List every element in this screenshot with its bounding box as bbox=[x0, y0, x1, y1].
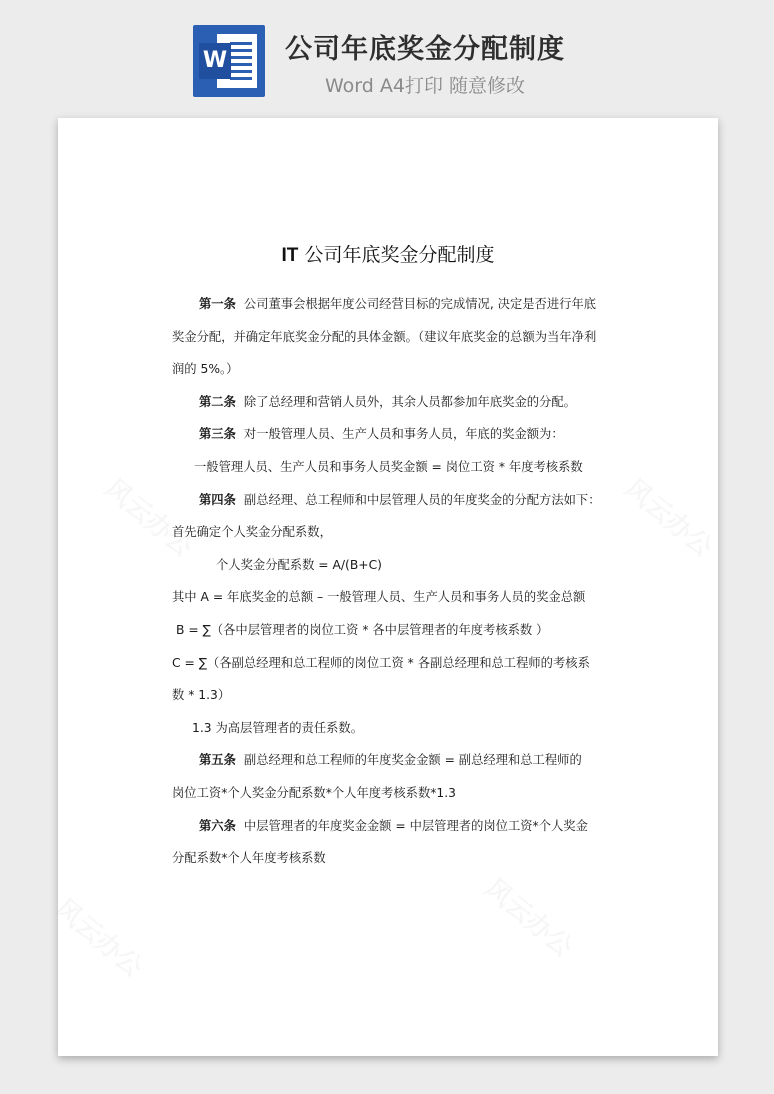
article-4-line-2: 首先确定个人奖金分配系数， bbox=[172, 525, 332, 540]
article-6-line-2: 分配系数*个人年度考核系数 bbox=[172, 851, 326, 866]
watermark bbox=[618, 469, 718, 564]
word-letter-badge: W bbox=[199, 43, 231, 79]
article-5-line-2: 岗位工资*个人奖金分配系数*个人年度考核系数*1.3 bbox=[172, 785, 456, 800]
formula-general-staff: 一般管理人员、生产人员和事务人员奖金额 = 岗位工资 * 年度考核系数 bbox=[194, 459, 583, 474]
article-5-line-1 bbox=[172, 744, 602, 777]
article-label: 第二条 bbox=[199, 394, 236, 409]
article-3-line-1 bbox=[172, 418, 602, 451]
article-6-line-1 bbox=[172, 810, 602, 843]
article-label: 第三条 bbox=[199, 427, 236, 442]
paragraph-text: 除了总经理和营销人员外，其余人员都参加年底奖金的分配。 bbox=[243, 394, 576, 409]
page-title: 公司年底奖金分配制度 bbox=[285, 34, 565, 65]
definition-c-line-1: C = ∑（各副总经理和总工程师的岗位工资 * 各副总经理和总工程师的考核系 bbox=[172, 655, 590, 670]
article-label: 第四条 bbox=[199, 492, 236, 507]
article-2-line-1 bbox=[172, 386, 602, 419]
paragraph-text: 中层管理者的年度奖金金额 = 中层管理者的岗位工资*个人奖金 bbox=[243, 818, 588, 833]
paragraph-text: 副总经理、总工程师和中层管理人员的年度奖金的分配方法如下： bbox=[243, 492, 601, 507]
responsibility-note: 1.3 为高层管理者的责任系数。 bbox=[192, 720, 364, 735]
word-document-icon bbox=[193, 25, 265, 97]
article-label: 第一条 bbox=[199, 297, 236, 311]
article-label: 第六条 bbox=[199, 818, 236, 833]
paragraph-text: 副总经理和总工程师的年度奖金金额 = 副总经理和总工程师的 bbox=[243, 753, 582, 768]
definition-a: 其中 A = 年底奖金的总额 – 一般管理人员、生产人员和事务人员的奖金总额 bbox=[172, 590, 586, 605]
page-subtitle: Word A4打印 随意修改 bbox=[325, 75, 526, 97]
article-4-line-1 bbox=[172, 484, 602, 517]
document-title-main: 公司年底奖金分配制度 bbox=[298, 244, 495, 266]
article-label: 第五条 bbox=[199, 753, 236, 768]
watermark bbox=[478, 869, 581, 964]
definition-c-line-2: 数 * 1.3） bbox=[172, 688, 231, 703]
document-page bbox=[58, 118, 718, 1056]
document-title-prefix: IT bbox=[281, 245, 299, 266]
paragraph-text: 公司董事会根据年度公司经营目标的完成情况, 决定是否进行年底 bbox=[243, 297, 597, 311]
paragraph-text: 对一般管理人员、生产人员和事务人员，年底的奖金额为： bbox=[243, 427, 564, 442]
document-title bbox=[58, 240, 718, 267]
article-1-line-2: 奖金分配，并确定年底奖金分配的具体金额。（建议年底奖金的总额为当年净利 bbox=[172, 329, 597, 344]
watermark bbox=[58, 889, 152, 984]
document-body bbox=[172, 288, 602, 875]
formula-allocation-coefficient: 个人奖金分配系数 = A/(B+C) bbox=[216, 557, 382, 572]
article-1-line-3: 润的 5%。） bbox=[172, 362, 239, 377]
definition-b: B = ∑（各中层管理者的岗位工资 * 各中层管理者的年度考核系数 ） bbox=[176, 622, 549, 637]
article-1-line-1 bbox=[172, 288, 602, 321]
